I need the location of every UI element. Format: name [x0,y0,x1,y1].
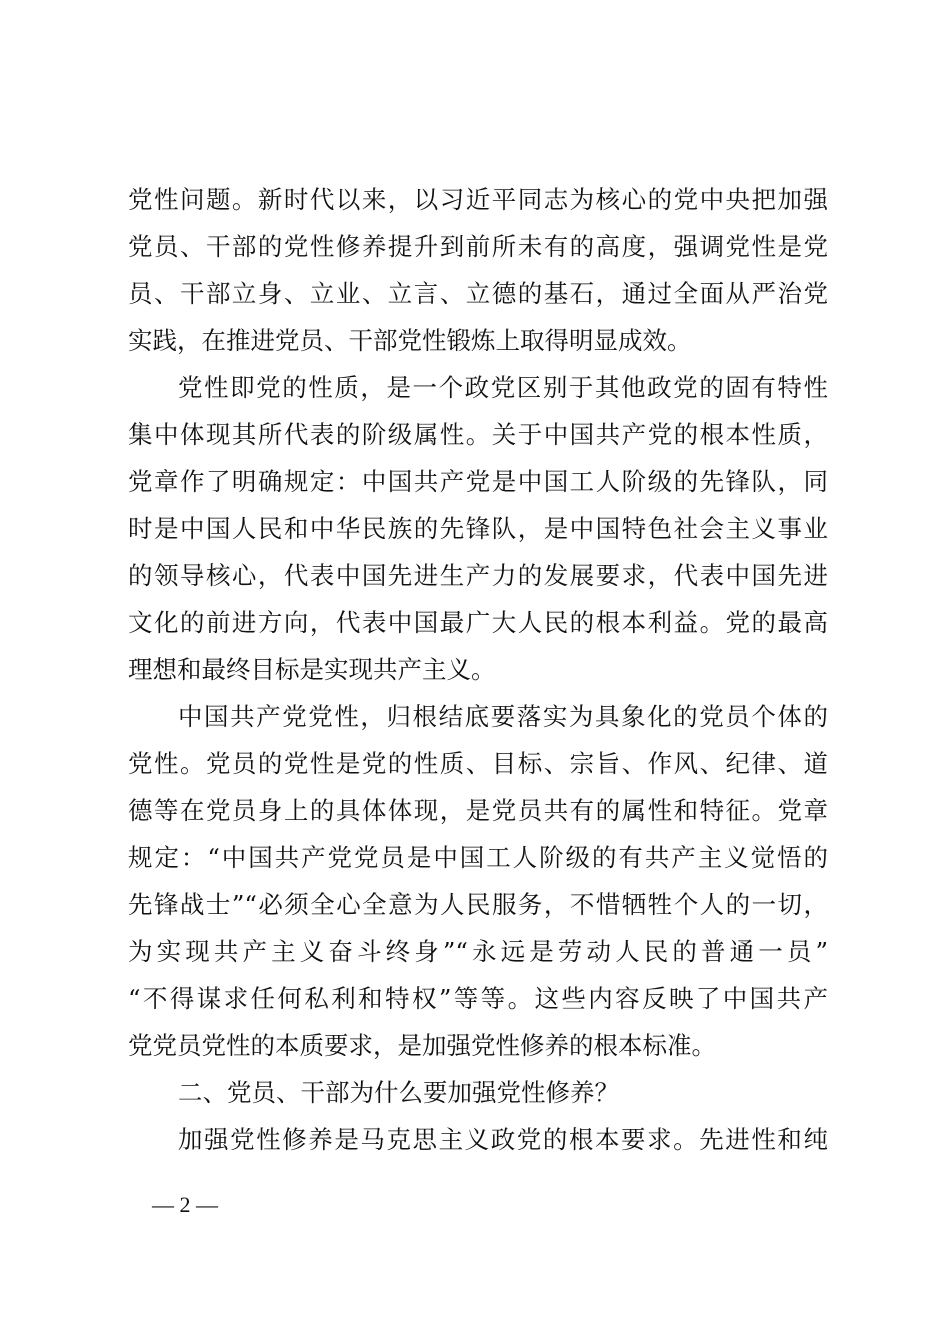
paragraph-3-line-2: 党性。党员的党性是党的性质、目标、宗旨、作风、纪律、道 [128,749,828,778]
paragraph-3-line-1: 中国共产党党性，归根结底要落实为具象化的党员个体的 [178,702,828,731]
paragraph-2-line-6: 文化的前进方向，代表中国最广大人民的根本利益。党的最高 [128,608,828,637]
paragraph-3-line-6: 为实现共产主义奋斗终身”“永远是劳动人民的普通一员” [128,937,828,966]
paragraph-1-line-4: 实践，在推进党员、干部党性锻炼上取得明显成效。 [128,326,692,355]
paragraph-3-line-7: “不得谋求任何私利和特权”等等。这些内容反映了中国共产 [128,984,828,1013]
paragraph-1-line-2: 党员、干部的党性修养提升到前所未有的高度，强调党性是党 [128,232,828,261]
section-heading: 二、党员、干部为什么要加强党性修养？ [178,1078,619,1107]
paragraph-2-line-3: 党章作了明确规定：中国共产党是中国工人阶级的先锋队，同 [128,467,828,496]
page-number: — 2 — [152,1192,218,1217]
paragraph-1-line-1: 党性问题。新时代以来，以习近平同志为核心的党中央把加强 [128,185,828,214]
paragraph-4-line-1: 加强党性修养是马克思主义政党的根本要求。先进性和纯 [178,1125,828,1154]
paragraph-3-line-3: 德等在党员身上的具体体现，是党员共有的属性和特征。党章 [128,796,828,825]
paragraph-2-line-2: 集中体现其所代表的阶级属性。关于中国共产党的根本性质， [128,420,828,449]
paragraph-2-line-5: 的领导核心，代表中国先进生产力的发展要求，代表中国先进 [128,561,828,590]
paragraph-3-line-8: 党党员党性的本质要求，是加强党性修养的根本标准。 [128,1031,716,1060]
paragraph-3-line-5: 先锋战士”“必须全心全意为人民服务，不惜牺牲个人的一切， [128,890,828,919]
paragraph-3-line-4: 规定：“中国共产党党员是中国工人阶级的有共产主义觉悟的 [128,843,828,872]
paragraph-2-line-1: 党性即党的性质，是一个政党区别于其他政党的固有特性 [178,373,828,402]
paragraph-1-line-3: 员、干部立身、立业、立言、立德的基石，通过全面从严治党 [128,279,828,308]
paragraph-2-line-7: 理想和最终目标是实现共产主义。 [128,655,496,684]
paragraph-2-line-4: 时是中国人民和中华民族的先锋队，是中国特色社会主义事业 [128,514,828,543]
